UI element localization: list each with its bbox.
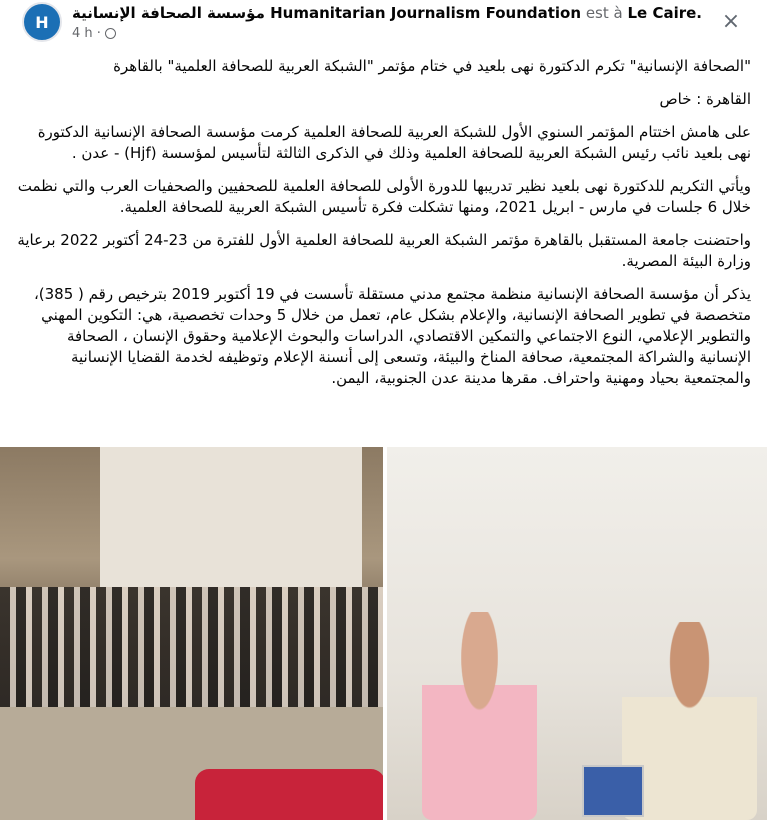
location-link[interactable]: Le Caire. — [627, 4, 702, 22]
timestamp-text[interactable]: 4 h · — [72, 26, 101, 41]
photo-grid — [0, 447, 767, 820]
foundation-logo-icon[interactable]: H — [22, 2, 62, 42]
post-paragraph: "الصحافة الإنسانية" تكرم الدكتورة نهى بلعيد في ختام مؤتمر "الشبكة العربية للصحافة العلمية" بالقاهرة — [113, 57, 751, 75]
post-header — [0, 0, 767, 50]
post-paragraph: يذكر أن مؤسسة الصحافة الإنسانية منظمة مجتمع مدني مستقلة تأسست في 19 أكتوبر 2019 بترخيص رقم ( 385)، متخصصة في تطوير الصحافة الإنسانية، والإعلام بشكل عام، تعمل من خلال 5 وحدات تخصصية، هي: التكوين المهني والتطوير الإعلامي، النوع الاجتماعي والتمكين الاقتصادي، الدراسات والبحوث الإعلامية وحقوق الإنسان ، الصحافة الإنسانية والشراكة المجتمعية، صحافة المناخ والبيئة، وتسعى إلى أنسنة الإعلام وتوظيفه لخدمة القضايا الإنسانية والمجتمعية بحياد ومهنية واحتراف. مقرها مدينة عدن الجنوبية، اليمن. — [33, 285, 751, 387]
red-chairs — [195, 769, 383, 820]
projection-screen — [100, 447, 362, 587]
group-of-people — [0, 587, 383, 707]
checkin-connector: est à — [585, 4, 623, 22]
award-photo[interactable] — [387, 447, 767, 820]
post-timestamp — [72, 26, 116, 41]
post-title-line — [72, 3, 702, 23]
post-paragraph: ويأتي التكريم للدكتورة نهى بلعيد نظير تدريبها للدورة الأولى للصحافة العلمية للصحفيين والصحفيات العرب والتي نظمت خلال 6 جلسات في مارس - ابريل 2021، ومنها تشكلت فكرة تأسيس الشبكة العربية للصحافة العلمية. — [17, 177, 751, 216]
woman-figure — [422, 612, 537, 820]
group-photo[interactable] — [0, 447, 383, 820]
post-paragraph: واحتضنت جامعة المستقبل بالقاهرة مؤتمر الشبكة العربية للصحافة العلمية الأول للفترة من 23-24 أكتوبر 2022 برعاية وزارة البيئة المصرية. — [17, 231, 751, 270]
page-name-link[interactable]: مؤسسة الصحافة الإنسانية Humanitarian Journalism Foundation — [72, 4, 582, 22]
globe-icon — [105, 28, 116, 39]
post-paragraph: على هامش اختتام المؤتمر السنوي الأول للشبكة العربية للصحافة العلمية كرمت مؤسسة الصحافة الإنسانية الدكتورة نهى بلعيد نائب رئيس الشبكة العربية للصحافة العلمية وذلك في الذكرى الثالثة لتأسيس لمؤسسة (Hjf) - عدن . — [37, 123, 751, 162]
post-body — [14, 56, 751, 401]
post-paragraph: القاهرة : خاص — [659, 90, 751, 108]
close-button[interactable]: × — [721, 8, 741, 34]
award-plaque — [582, 765, 644, 817]
